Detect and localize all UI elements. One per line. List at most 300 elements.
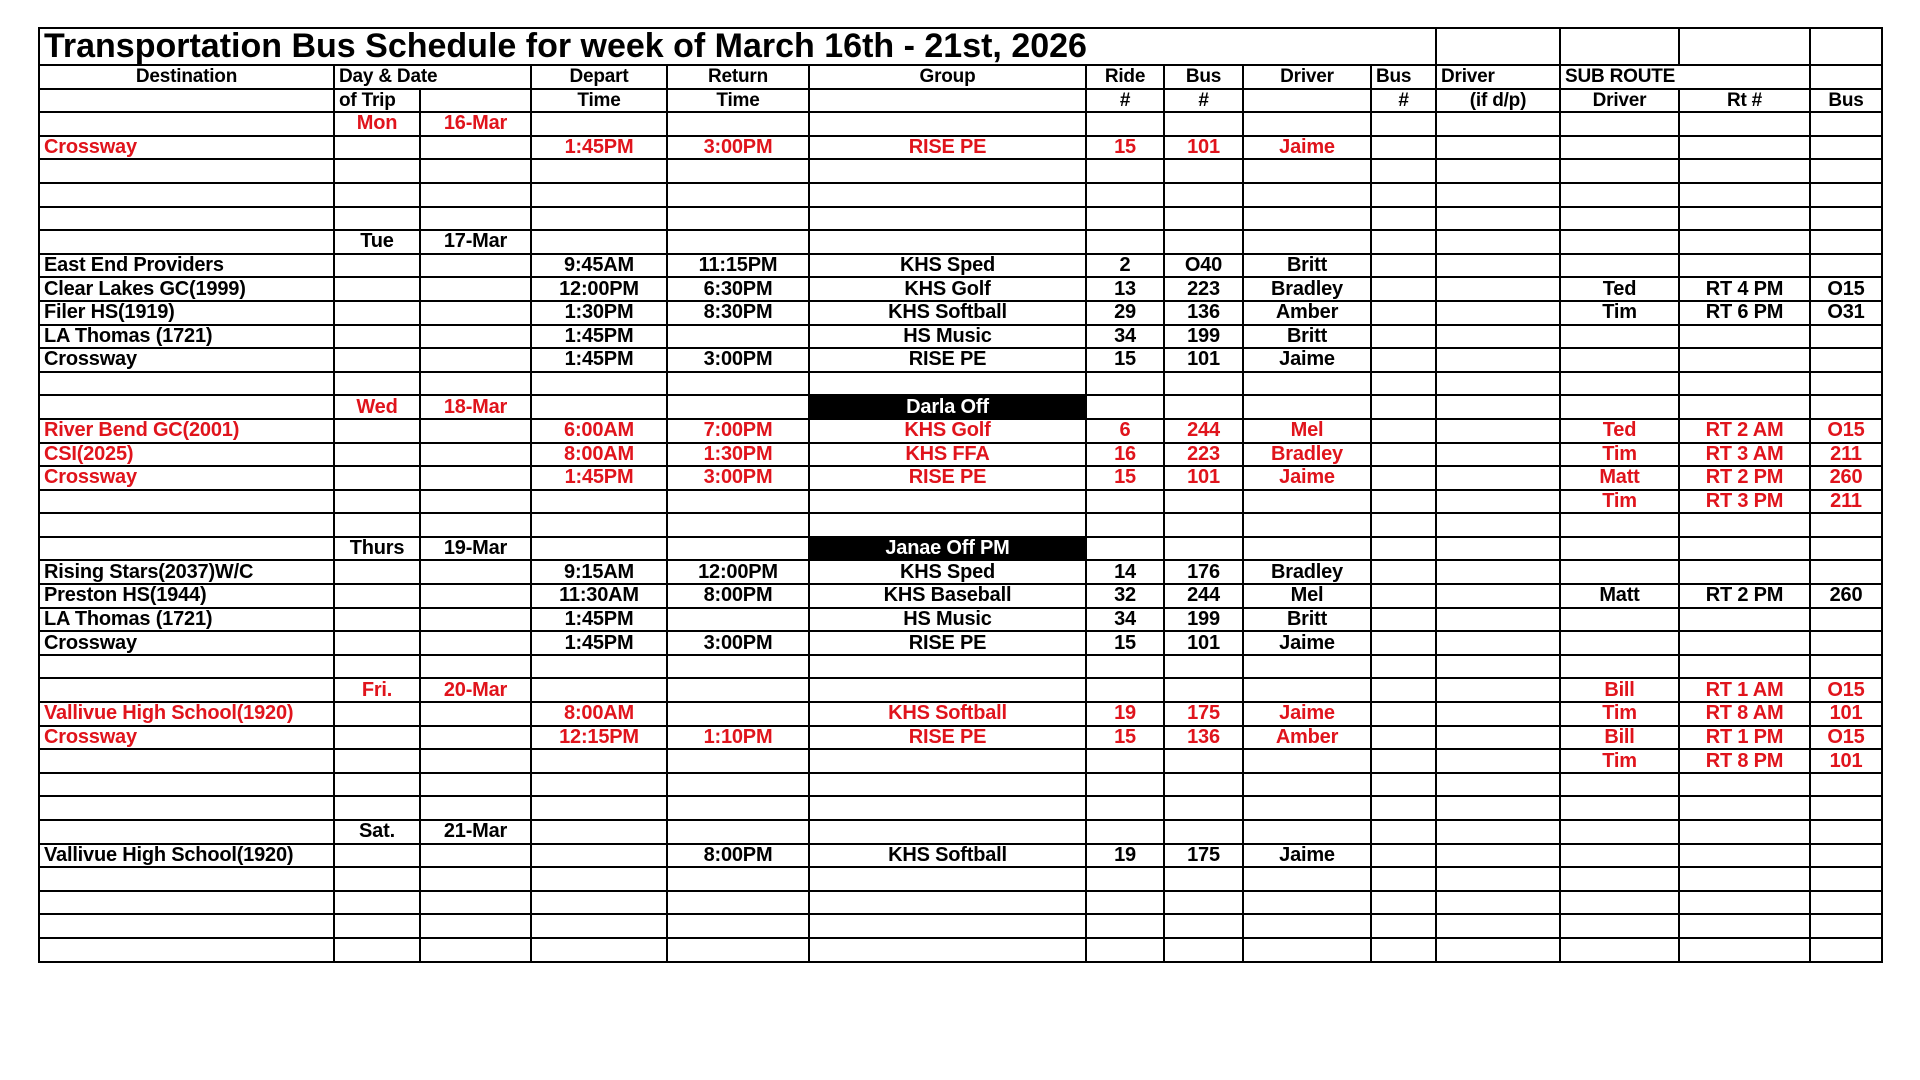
cell-driver2 <box>1436 914 1560 938</box>
cell-dest <box>39 655 334 679</box>
cell-sub-driver <box>1560 891 1679 915</box>
cell-driver <box>1243 655 1371 679</box>
empty-cell <box>1810 65 1882 89</box>
cell-depart <box>531 914 667 938</box>
cell-driver2 <box>1436 584 1560 608</box>
cell-sub-bus <box>1810 938 1882 962</box>
cell-day <box>334 938 420 962</box>
cell-rt <box>1679 537 1810 561</box>
cell-group <box>809 891 1086 915</box>
cell-sub-driver <box>1560 112 1679 136</box>
table-row <box>39 443 1882 467</box>
cell-sub-bus: 211 <box>1810 443 1882 467</box>
cell-depart <box>531 207 667 231</box>
table-row <box>39 749 1882 773</box>
cell-driver2 <box>1436 443 1560 467</box>
cell-ride: 16 <box>1086 443 1164 467</box>
cell-return: 3:00PM <box>667 631 809 655</box>
cell-day: Thurs <box>334 537 420 561</box>
table-row <box>39 136 1882 160</box>
cell-sub-bus: 260 <box>1810 466 1882 490</box>
cell-dest <box>39 938 334 962</box>
table-row <box>39 726 1882 750</box>
cell-sub-bus: 101 <box>1810 702 1882 726</box>
cell-sub-bus <box>1810 183 1882 207</box>
cell-rt <box>1679 136 1810 160</box>
cell-rt: RT 2 PM <box>1679 466 1810 490</box>
cell-return: 1:30PM <box>667 443 809 467</box>
cell-sub-bus <box>1810 325 1882 349</box>
cell-driver: Bradley <box>1243 560 1371 584</box>
cell-group <box>809 938 1086 962</box>
cell-date <box>420 914 531 938</box>
cell-bus2 <box>1371 796 1436 820</box>
cell-date <box>420 655 531 679</box>
cell-rt: RT 6 PM <box>1679 301 1810 325</box>
cell-bus <box>1164 372 1243 396</box>
cell-sub-driver: Ted <box>1560 419 1679 443</box>
cell-bus <box>1164 867 1243 891</box>
cell-group: KHS Softball <box>809 301 1086 325</box>
cell-sub-driver <box>1560 537 1679 561</box>
cell-driver2 <box>1436 891 1560 915</box>
cell-group: RISE PE <box>809 726 1086 750</box>
cell-sub-driver <box>1560 796 1679 820</box>
cell-bus: 223 <box>1164 443 1243 467</box>
cell-return <box>667 372 809 396</box>
cell-depart: 1:45PM <box>531 466 667 490</box>
cell-bus2 <box>1371 820 1436 844</box>
cell-sub-bus <box>1810 112 1882 136</box>
cell-rt <box>1679 655 1810 679</box>
cell-date <box>420 631 531 655</box>
cell-rt <box>1679 348 1810 372</box>
cell-dest <box>39 749 334 773</box>
cell-driver: Jaime <box>1243 136 1371 160</box>
cell-bus2 <box>1371 395 1436 419</box>
cell-bus <box>1164 112 1243 136</box>
cell-day <box>334 773 420 797</box>
cell-return <box>667 655 809 679</box>
cell-sub-bus: O15 <box>1810 726 1882 750</box>
cell-sub-bus <box>1810 537 1882 561</box>
cell-group <box>809 749 1086 773</box>
cell-day: Sat. <box>334 820 420 844</box>
cell-group: KHS Sped <box>809 254 1086 278</box>
cell-return: 6:30PM <box>667 277 809 301</box>
cell-ride <box>1086 796 1164 820</box>
cell-sub-bus <box>1810 796 1882 820</box>
header-sub-bus: Bus <box>1810 89 1882 113</box>
cell-date: 16-Mar <box>420 112 531 136</box>
cell-group: RISE PE <box>809 631 1086 655</box>
cell-dest <box>39 159 334 183</box>
cell-return <box>667 513 809 537</box>
cell-group <box>809 820 1086 844</box>
cell-day <box>334 348 420 372</box>
cell-rt <box>1679 844 1810 868</box>
cell-sub-driver: Bill <box>1560 726 1679 750</box>
cell-return <box>667 207 809 231</box>
cell-driver <box>1243 820 1371 844</box>
cell-rt: RT 1 AM <box>1679 678 1810 702</box>
cell-driver <box>1243 773 1371 797</box>
cell-depart <box>531 891 667 915</box>
cell-return <box>667 796 809 820</box>
cell-depart: 8:00AM <box>531 443 667 467</box>
cell-day <box>334 207 420 231</box>
cell-ride <box>1086 490 1164 514</box>
header-destination: Destination <box>39 65 334 89</box>
cell-day <box>334 301 420 325</box>
cell-rt: RT 8 PM <box>1679 749 1810 773</box>
table-row <box>39 230 1882 254</box>
header-row-1 <box>39 65 1882 89</box>
cell-driver2 <box>1436 938 1560 962</box>
cell-sub-driver <box>1560 560 1679 584</box>
cell-return <box>667 678 809 702</box>
cell-driver: Jaime <box>1243 702 1371 726</box>
cell-sub-driver: Bill <box>1560 678 1679 702</box>
cell-depart <box>531 372 667 396</box>
cell-driver2 <box>1436 655 1560 679</box>
cell-driver <box>1243 749 1371 773</box>
cell-dest <box>39 372 334 396</box>
cell-depart <box>531 844 667 868</box>
cell-bus <box>1164 796 1243 820</box>
cell-bus: 199 <box>1164 608 1243 632</box>
cell-ride <box>1086 183 1164 207</box>
cell-driver: Britt <box>1243 325 1371 349</box>
cell-group: RISE PE <box>809 136 1086 160</box>
cell-bus2 <box>1371 490 1436 514</box>
empty-cell <box>420 89 531 113</box>
cell-group <box>809 773 1086 797</box>
cell-sub-bus <box>1810 867 1882 891</box>
cell-date <box>420 159 531 183</box>
cell-sub-bus <box>1810 207 1882 231</box>
cell-day <box>334 914 420 938</box>
cell-driver <box>1243 914 1371 938</box>
cell-sub-driver <box>1560 207 1679 231</box>
cell-driver: Bradley <box>1243 277 1371 301</box>
cell-driver2 <box>1436 608 1560 632</box>
cell-bus: 101 <box>1164 136 1243 160</box>
cell-date <box>420 348 531 372</box>
off-banner: Janae Off PM <box>809 537 1086 561</box>
cell-driver <box>1243 372 1371 396</box>
cell-dest: Clear Lakes GC(1999) <box>39 277 334 301</box>
table-row <box>39 678 1882 702</box>
header-ride: Ride <box>1086 65 1164 89</box>
cell-depart <box>531 773 667 797</box>
cell-driver2 <box>1436 112 1560 136</box>
cell-depart: 6:00AM <box>531 419 667 443</box>
cell-date <box>420 584 531 608</box>
cell-bus2 <box>1371 419 1436 443</box>
cell-group <box>809 796 1086 820</box>
cell-dest: Filer HS(1919) <box>39 301 334 325</box>
cell-driver2 <box>1436 867 1560 891</box>
header-sub-driver: Driver <box>1560 89 1679 113</box>
cell-date: 18-Mar <box>420 395 531 419</box>
cell-day <box>334 466 420 490</box>
table-row <box>39 207 1882 231</box>
cell-bus: 199 <box>1164 325 1243 349</box>
cell-rt <box>1679 914 1810 938</box>
cell-driver: Jaime <box>1243 466 1371 490</box>
cell-rt: RT 3 AM <box>1679 443 1810 467</box>
cell-date <box>420 513 531 537</box>
cell-bus2 <box>1371 277 1436 301</box>
cell-sub-driver <box>1560 230 1679 254</box>
cell-depart <box>531 230 667 254</box>
cell-sub-bus <box>1810 254 1882 278</box>
cell-group: KHS Sped <box>809 560 1086 584</box>
cell-ride <box>1086 867 1164 891</box>
cell-sub-bus <box>1810 372 1882 396</box>
cell-sub-driver: Tim <box>1560 702 1679 726</box>
cell-bus2 <box>1371 513 1436 537</box>
cell-group <box>809 678 1086 702</box>
cell-driver2 <box>1436 560 1560 584</box>
cell-return: 8:00PM <box>667 844 809 868</box>
cell-driver2 <box>1436 844 1560 868</box>
cell-sub-driver <box>1560 938 1679 962</box>
cell-sub-bus: O15 <box>1810 419 1882 443</box>
table-row <box>39 159 1882 183</box>
cell-depart: 1:45PM <box>531 325 667 349</box>
cell-day <box>334 419 420 443</box>
cell-sub-driver: Tim <box>1560 301 1679 325</box>
cell-ride: 29 <box>1086 301 1164 325</box>
cell-depart <box>531 655 667 679</box>
bus-schedule-table <box>38 27 1883 963</box>
cell-day: Tue <box>334 230 420 254</box>
cell-driver <box>1243 678 1371 702</box>
cell-date <box>420 844 531 868</box>
table-row <box>39 796 1882 820</box>
cell-driver2 <box>1436 466 1560 490</box>
header-day-date: Day & Date <box>334 65 531 89</box>
cell-dest: Crossway <box>39 631 334 655</box>
table-row <box>39 631 1882 655</box>
cell-return: 11:15PM <box>667 254 809 278</box>
cell-sub-bus: 101 <box>1810 749 1882 773</box>
cell-sub-driver <box>1560 631 1679 655</box>
cell-depart: 12:00PM <box>531 277 667 301</box>
header-ride-num: # <box>1086 89 1164 113</box>
table-row <box>39 183 1882 207</box>
cell-day <box>334 796 420 820</box>
cell-bus2 <box>1371 702 1436 726</box>
cell-ride: 34 <box>1086 325 1164 349</box>
cell-sub-driver <box>1560 867 1679 891</box>
cell-group <box>809 372 1086 396</box>
cell-dest <box>39 207 334 231</box>
cell-ride: 15 <box>1086 136 1164 160</box>
cell-sub-driver <box>1560 513 1679 537</box>
cell-day <box>334 749 420 773</box>
cell-sub-driver <box>1560 914 1679 938</box>
cell-driver2 <box>1436 702 1560 726</box>
cell-bus <box>1164 749 1243 773</box>
cell-rt: RT 8 AM <box>1679 702 1810 726</box>
cell-rt <box>1679 608 1810 632</box>
cell-bus2 <box>1371 325 1436 349</box>
cell-date <box>420 183 531 207</box>
cell-driver <box>1243 395 1371 419</box>
header-depart-time: Time <box>531 89 667 113</box>
cell-dest <box>39 513 334 537</box>
cell-ride: 19 <box>1086 702 1164 726</box>
cell-rt <box>1679 395 1810 419</box>
cell-sub-driver: Matt <box>1560 466 1679 490</box>
cell-day <box>334 560 420 584</box>
cell-bus2 <box>1371 348 1436 372</box>
cell-bus: 136 <box>1164 726 1243 750</box>
cell-dest <box>39 230 334 254</box>
header-bus2-num: # <box>1371 89 1436 113</box>
cell-depart: 1:45PM <box>531 631 667 655</box>
cell-bus <box>1164 490 1243 514</box>
cell-driver2 <box>1436 513 1560 537</box>
cell-bus2 <box>1371 466 1436 490</box>
cell-bus2 <box>1371 560 1436 584</box>
cell-dest <box>39 820 334 844</box>
cell-day <box>334 277 420 301</box>
off-banner: Darla Off <box>809 395 1086 419</box>
cell-bus <box>1164 938 1243 962</box>
cell-sub-bus <box>1810 773 1882 797</box>
empty-cell <box>809 89 1086 113</box>
cell-day <box>334 159 420 183</box>
table-row <box>39 513 1882 537</box>
cell-dest <box>39 112 334 136</box>
cell-ride: 14 <box>1086 560 1164 584</box>
cell-rt <box>1679 891 1810 915</box>
cell-depart: 9:15AM <box>531 560 667 584</box>
cell-return <box>667 395 809 419</box>
cell-return: 3:00PM <box>667 466 809 490</box>
cell-group <box>809 230 1086 254</box>
cell-rt: RT 1 PM <box>1679 726 1810 750</box>
cell-bus2 <box>1371 159 1436 183</box>
cell-sub-bus: 260 <box>1810 584 1882 608</box>
cell-driver2 <box>1436 749 1560 773</box>
cell-dest <box>39 395 334 419</box>
table-row <box>39 395 1882 419</box>
cell-ride <box>1086 938 1164 962</box>
cell-ride <box>1086 372 1164 396</box>
cell-depart <box>531 678 667 702</box>
cell-sub-bus <box>1810 914 1882 938</box>
cell-ride <box>1086 230 1164 254</box>
cell-sub-driver <box>1560 348 1679 372</box>
cell-driver: Jaime <box>1243 844 1371 868</box>
cell-return <box>667 938 809 962</box>
cell-driver2 <box>1436 419 1560 443</box>
cell-group: HS Music <box>809 608 1086 632</box>
cell-return <box>667 490 809 514</box>
cell-dest: Rising Stars(2037)W/C <box>39 560 334 584</box>
cell-day <box>334 136 420 160</box>
cell-bus2 <box>1371 867 1436 891</box>
cell-driver2 <box>1436 159 1560 183</box>
cell-bus2 <box>1371 301 1436 325</box>
cell-day <box>334 867 420 891</box>
cell-date <box>420 560 531 584</box>
cell-group <box>809 112 1086 136</box>
table-row <box>39 254 1882 278</box>
cell-return <box>667 230 809 254</box>
cell-driver2 <box>1436 136 1560 160</box>
cell-driver2 <box>1436 631 1560 655</box>
table-row <box>39 914 1882 938</box>
cell-return: 8:30PM <box>667 301 809 325</box>
cell-rt <box>1679 560 1810 584</box>
table-row <box>39 867 1882 891</box>
cell-driver: Britt <box>1243 254 1371 278</box>
cell-sub-bus <box>1810 136 1882 160</box>
cell-driver <box>1243 230 1371 254</box>
cell-rt <box>1679 513 1810 537</box>
cell-ride <box>1086 207 1164 231</box>
cell-bus: 101 <box>1164 348 1243 372</box>
table-row <box>39 348 1882 372</box>
cell-dest: Crossway <box>39 348 334 372</box>
cell-bus2 <box>1371 537 1436 561</box>
cell-driver2 <box>1436 678 1560 702</box>
cell-day <box>334 584 420 608</box>
cell-bus <box>1164 183 1243 207</box>
table-row <box>39 277 1882 301</box>
cell-date <box>420 466 531 490</box>
cell-driver2 <box>1436 207 1560 231</box>
header-group: Group <box>809 65 1086 89</box>
cell-date <box>420 749 531 773</box>
cell-depart <box>531 395 667 419</box>
cell-rt <box>1679 325 1810 349</box>
cell-group: RISE PE <box>809 466 1086 490</box>
cell-bus <box>1164 655 1243 679</box>
cell-day <box>334 891 420 915</box>
cell-depart: 9:45AM <box>531 254 667 278</box>
empty-cell <box>1560 28 1679 65</box>
cell-dest <box>39 914 334 938</box>
cell-sub-driver <box>1560 655 1679 679</box>
cell-date <box>420 702 531 726</box>
cell-day: Wed <box>334 395 420 419</box>
cell-bus: 101 <box>1164 631 1243 655</box>
cell-bus <box>1164 230 1243 254</box>
cell-group <box>809 159 1086 183</box>
cell-day <box>334 702 420 726</box>
cell-ride <box>1086 537 1164 561</box>
cell-group: KHS Softball <box>809 844 1086 868</box>
cell-bus: 223 <box>1164 277 1243 301</box>
cell-driver: Jaime <box>1243 348 1371 372</box>
cell-sub-bus <box>1810 844 1882 868</box>
cell-date <box>420 325 531 349</box>
cell-bus <box>1164 773 1243 797</box>
table-row <box>39 560 1882 584</box>
cell-sub-driver <box>1560 844 1679 868</box>
cell-sub-driver: Matt <box>1560 584 1679 608</box>
cell-bus2 <box>1371 891 1436 915</box>
cell-group <box>809 914 1086 938</box>
cell-return <box>667 325 809 349</box>
